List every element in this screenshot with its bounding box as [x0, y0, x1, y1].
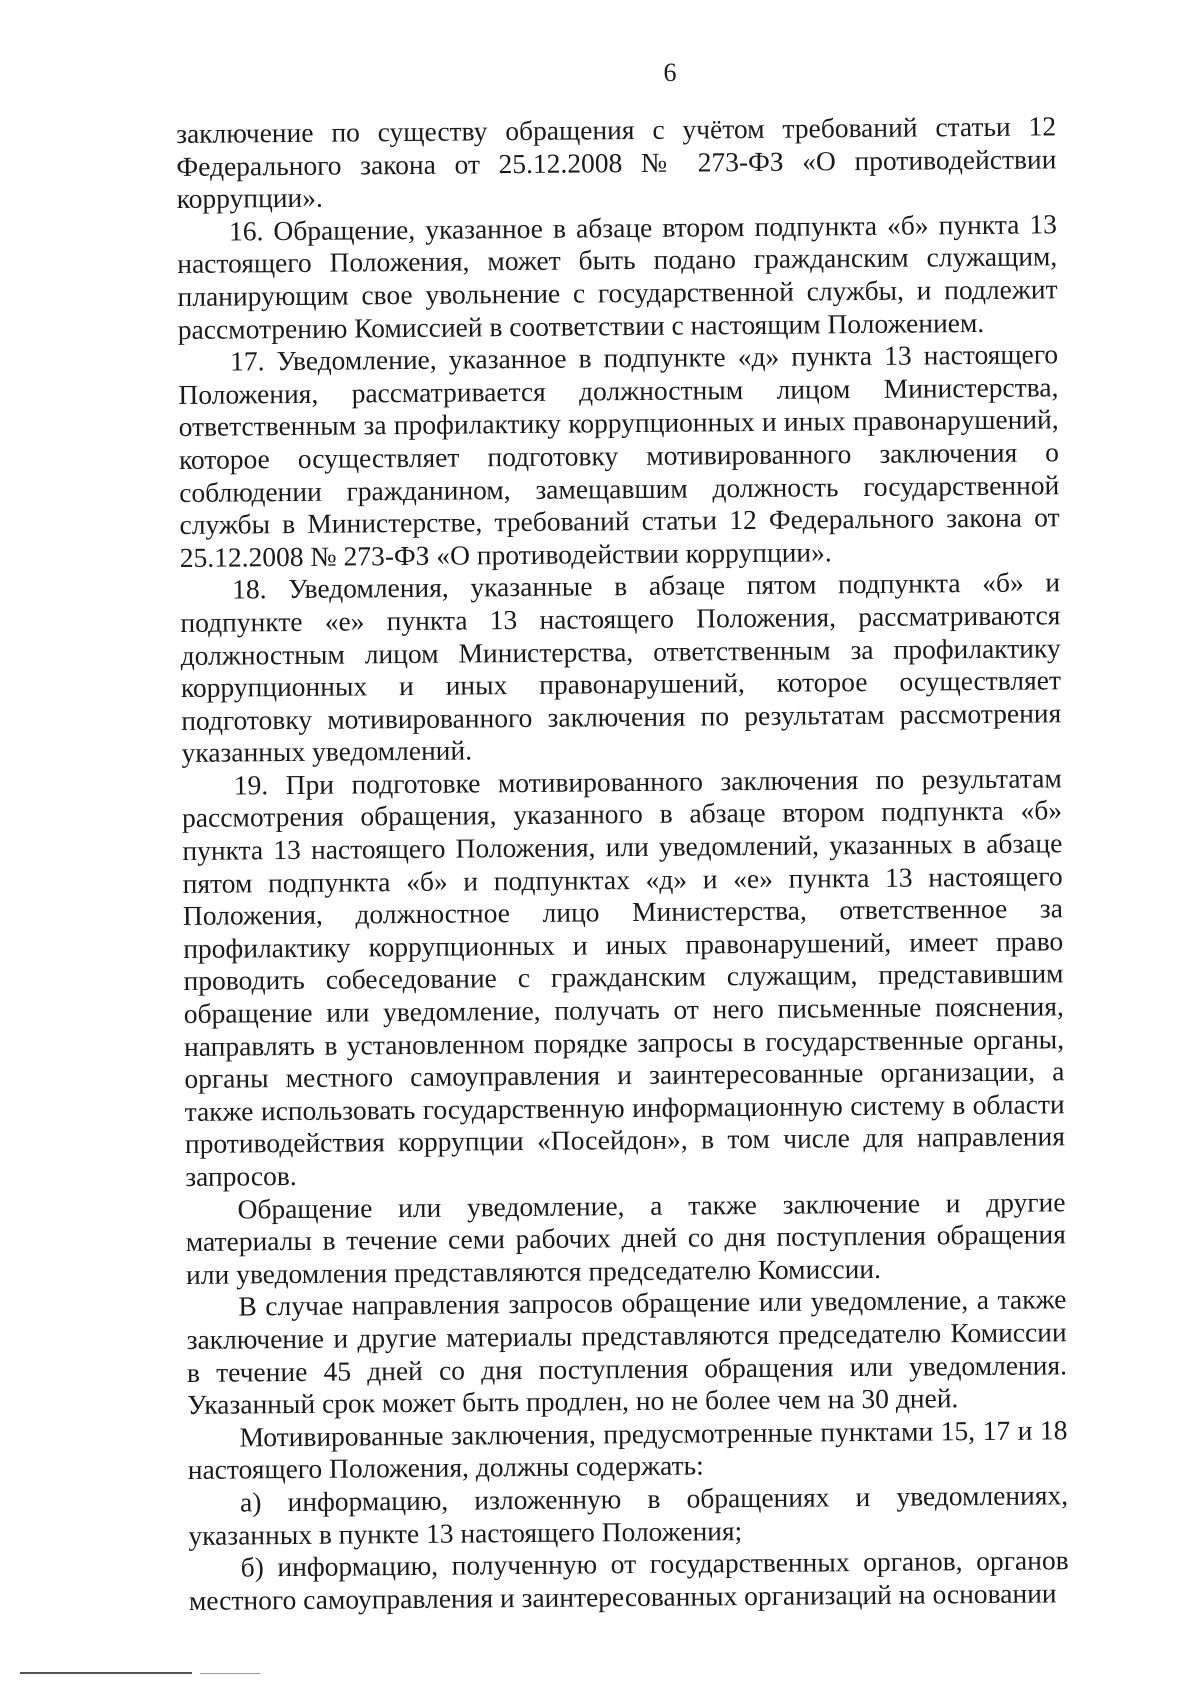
scan-artifact-line	[20, 1672, 192, 1674]
document-body	[176, 110, 1069, 1617]
scan-artifact-line-faint	[200, 1673, 260, 1674]
paragraph-19: 19. При подготовке мотивированного заключения по результатам рассмотрения обращения, указанного в абзаце втором подпункта «б» пункта 13 настоящего Положения, или уведомлений, указанных в абзаце пятом подпункта «б» и подпунктах «д» и «е» пункта 13 настоящего Положения, должностное лицо Министерства, ответственное за профилактику коррупционных и иных правонарушений, имеет право проводить собеседование с гражданским служащим, представившим обращение или уведомление, получать от него письменные пояснения, направлять в установленном порядке запросы в государственные органы, органы местного самоуправления и заинтересованные организации, а также использовать государственную информационную систему в области противодействия коррупции «Посейдон», в том числе для направления запросов.	[181, 762, 1066, 1192]
paragraph-19-submission: Обращение или уведомление, а также заключение и другие материалы в течение семи рабочих дней со дня поступления обращения или уведомления представляются председателю Комиссии.	[185, 1185, 1066, 1290]
paragraph-18: 18. Уведомления, указанные в абзаце пятом подпункта «б» и подпункте «е» пункта 13 настоящего Положения, рассматриваются должностным лицом Министерства, ответственным за профилактику коррупционных и иных правонарушений, которое осуществляет подготовку мотивированного заключения по результатам рассмотрения указанных уведомлений.	[180, 566, 1062, 769]
paragraph-19-requests: В случае направления запросов обращение или уведомление, а также заключение и другие материалы представляются председателю Комиссии в течение 45 дней со дня поступления обращения или уведомления. Указанный срок может быть продлен, но не более чем на 30 дней.	[186, 1283, 1068, 1421]
paragraph-continuation: заключение по существу обращения с учётом требований статьи 12 Федерального закона от 25.12.2008 № 273-ФЗ «О противодействии коррупции».	[176, 110, 1057, 215]
paragraph-conclusions-content: Мотивированные заключения, предусмотренные пунктами 15, 17 и 18 настоящего Положения, должны содержать:	[187, 1414, 1068, 1486]
paragraph-16: 16. Обращение, указанное в абзаце втором подпункта «б» пункта 13 настоящего Положения, может быть подано гражданским служащим, планирующим свое увольнение с государственной службы, и подлежит рассмотрению Комиссией в соответствии с настоящим Положением.	[177, 208, 1058, 345]
list-item-a: а) информацию, изложенную в обращениях и уведомлениях, указанных в пункте 13 настоящего Положения;	[188, 1479, 1069, 1551]
list-item-b: б) информацию, полученную от государственных органов, органов местного самоуправления и заинтересованных организаций на основании	[188, 1544, 1069, 1616]
page-number: 6	[663, 58, 677, 87]
paragraph-17: 17. Уведомление, указанное в подпункте «д» пункта 13 настоящего Положения, рассматривается должностным лицом Министерства, ответственным за профилактику коррупционных и иных правонарушений, которое осуществляет подготовку мотивированного заключения о соблюдении гражданином, замещавшим должность государственной службы в Министерстве, требований статьи 12 Федерального закона от 25.12.2008 № 273-ФЗ «О противодействии коррупции».	[178, 338, 1060, 573]
